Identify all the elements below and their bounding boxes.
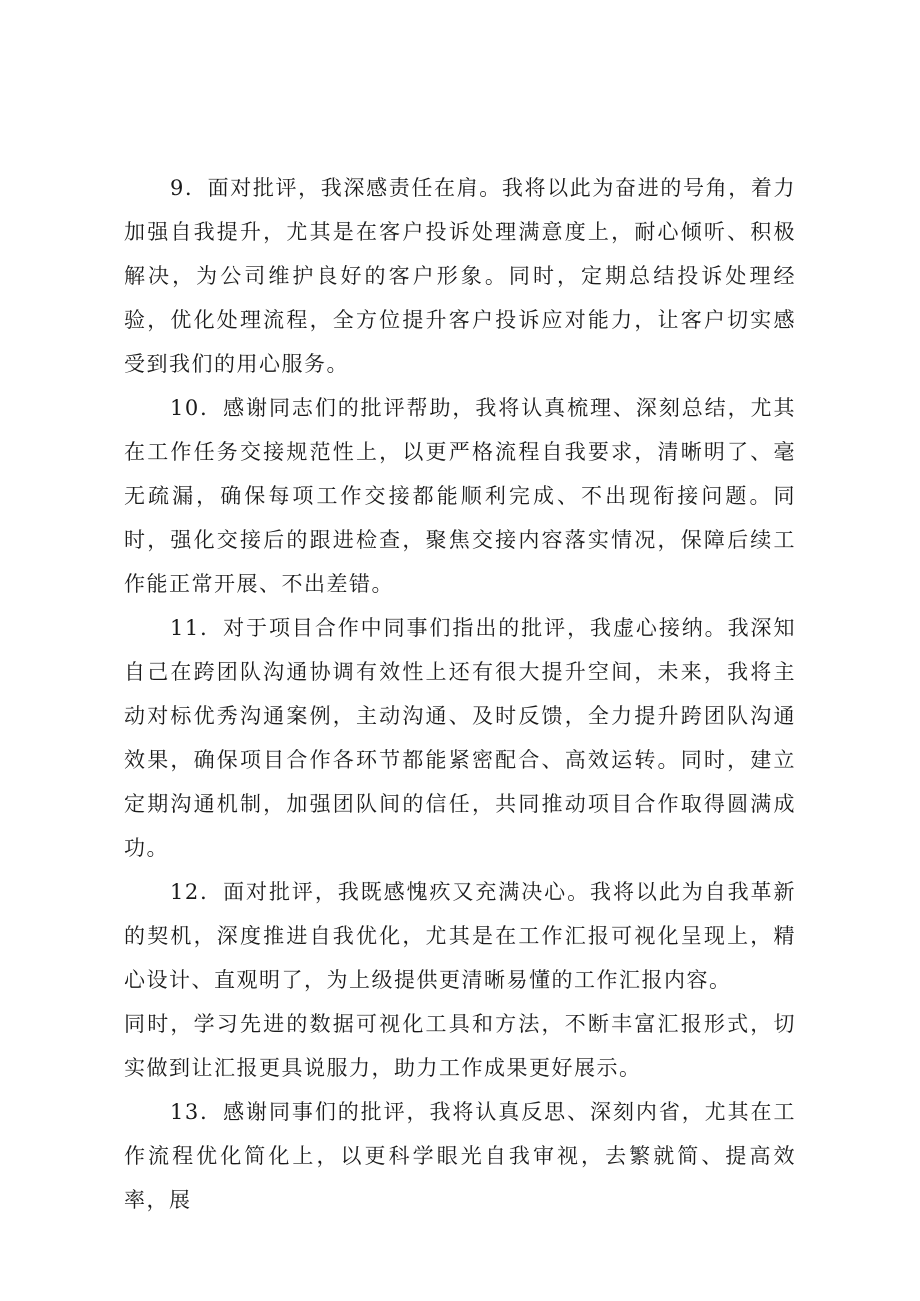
paragraph-11: 11．对于项目合作中同事们指出的批评，我虚心接纳。我深知自己在跨团队沟通协调有效性上还有很大提升空间，未来，我将主动对标优秀沟通案例，主动沟通、及时反馈，全力提升跨团队沟通效果，确保项目合作各环节都能紧密配合、高效运转。同时，建立定期沟通机制，加强团队间的信任，共同推动项目合作取得圆满成功。 [124, 616, 796, 860]
paragraph-9: 9．面对批评，我深感责任在肩。我将以此为奋进的号角，着力加强自我提升，尤其是在客户投诉处理满意度上，耐心倾听、积极解决，为公司维护良好的客户形象。同时，定期总结投诉处理经验，优化处理流程，全方位提升客户投诉应对能力，让客户切实感受到我们的用心服务。 [124, 176, 796, 376]
document-body [124, 166, 796, 1222]
paragraph-12: 12．面对批评，我既感愧疚又充满决心。我将以此为自我革新的契机，深度推进自我优化，尤其是在工作汇报可视化呈现上，精心设计、直观明了，为上级提供更清晰易懂的工作汇报内容。 [124, 880, 796, 992]
paragraph-13: 13．感谢同事们的批评，我将认真反思、深刻内省，尤其在工作流程优化简化上，以更科学眼光自我审视，去繁就简、提高效率，展 [124, 1100, 796, 1212]
paragraph-10: 10．感谢同志们的批评帮助，我将认真梳理、深刻总结，尤其在工作任务交接规范性上，以更严格流程自我要求，清晰明了、毫无疏漏，确保每项工作交接都能顺利完成、不出现衔接问题。同时，强化交接后的跟进检查，聚焦交接内容落实情况，保障后续工作能正常开展、不出差错。 [124, 396, 796, 596]
paragraph-12-continued: 同时，学习先进的数据可视化工具和方法，不断丰富汇报形式，切实做到让汇报更具说服力，助力工作成果更好展示。 [124, 1012, 796, 1080]
